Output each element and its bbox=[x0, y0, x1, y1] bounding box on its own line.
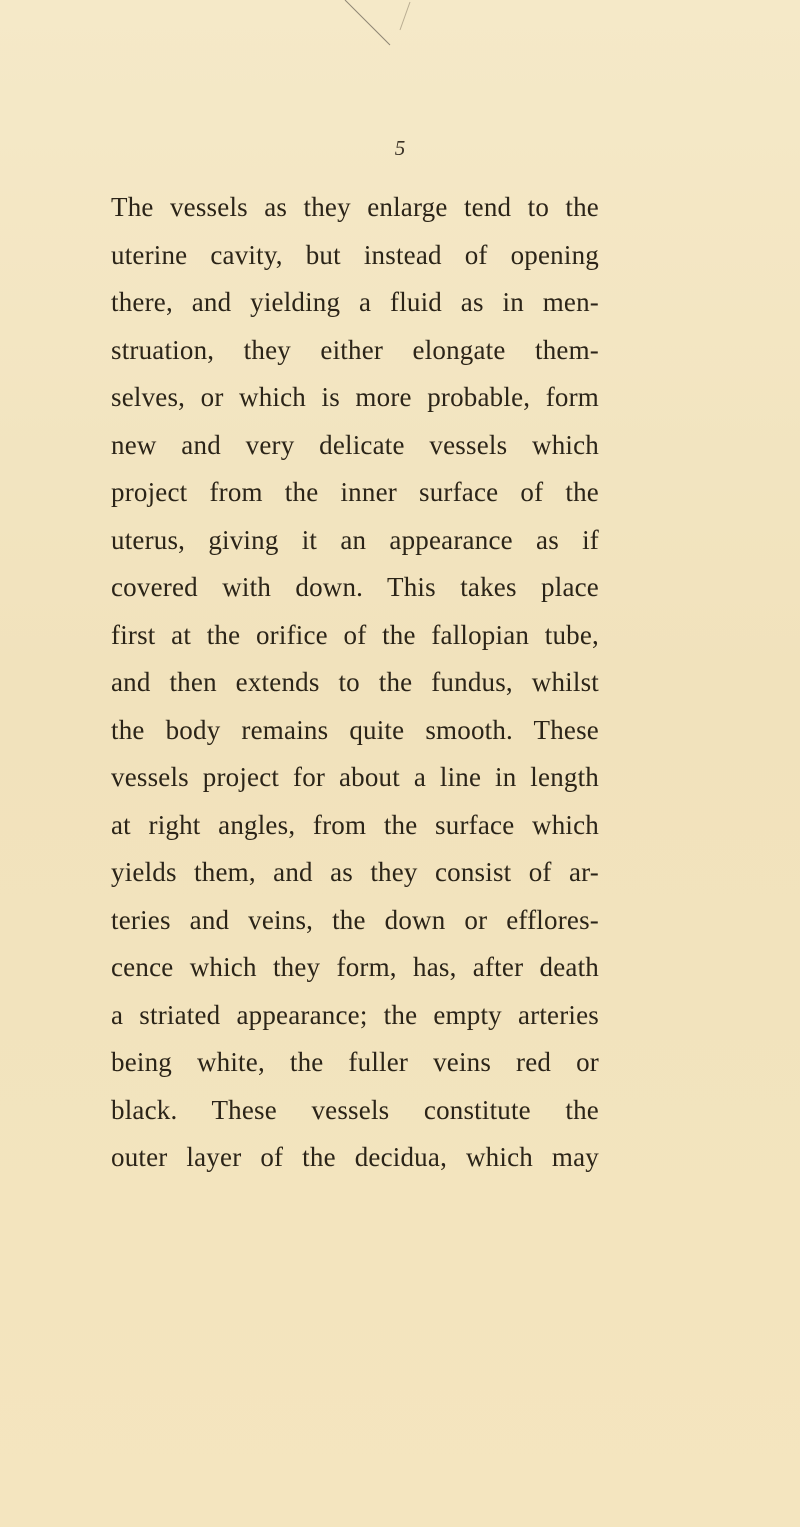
text-line: The vessels as they enlarge tend to the bbox=[111, 192, 599, 222]
page-number: 5 bbox=[394, 136, 406, 160]
text-line: black. These vessels constitute the bbox=[111, 1094, 599, 1125]
text-line: selves, or which is more probable, form bbox=[111, 382, 599, 412]
text-line: project from the inner surface of the bbox=[111, 477, 599, 507]
text-line: outer layer of the decidua, which may bbox=[111, 1142, 599, 1172]
text-line: at right angles, from the surface which bbox=[111, 809, 599, 840]
text-line: first at the orifice of the fallopian tube, bbox=[111, 619, 599, 650]
text-line: uterus, giving it an appearance as if bbox=[111, 524, 599, 555]
text-line: a striated appearance; the empty arteries bbox=[111, 999, 599, 1030]
body-text bbox=[111, 184, 599, 1182]
text-line: struation, they either elongate them- bbox=[111, 334, 599, 365]
text-line: and then extends to the fundus, whilst bbox=[111, 667, 599, 697]
text-line: the body remains quite smooth. These bbox=[111, 714, 599, 745]
text-line: there, and yielding a fluid as in men- bbox=[111, 287, 599, 317]
text-line: new and very delicate vessels which bbox=[111, 429, 599, 460]
text-line: uterine cavity, but instead of opening bbox=[111, 239, 599, 270]
text-line: teries and veins, the down or efflores- bbox=[111, 904, 599, 935]
text-line: yields them, and as they consist of ar- bbox=[111, 857, 599, 887]
text-line: being white, the fuller veins red or bbox=[111, 1047, 599, 1077]
paper-crease-mark bbox=[340, 0, 430, 60]
text-line: covered with down. This takes place bbox=[111, 572, 599, 602]
text-line: cence which they form, has, after death bbox=[111, 952, 599, 982]
text-line: vessels project for about a line in length bbox=[111, 762, 599, 792]
